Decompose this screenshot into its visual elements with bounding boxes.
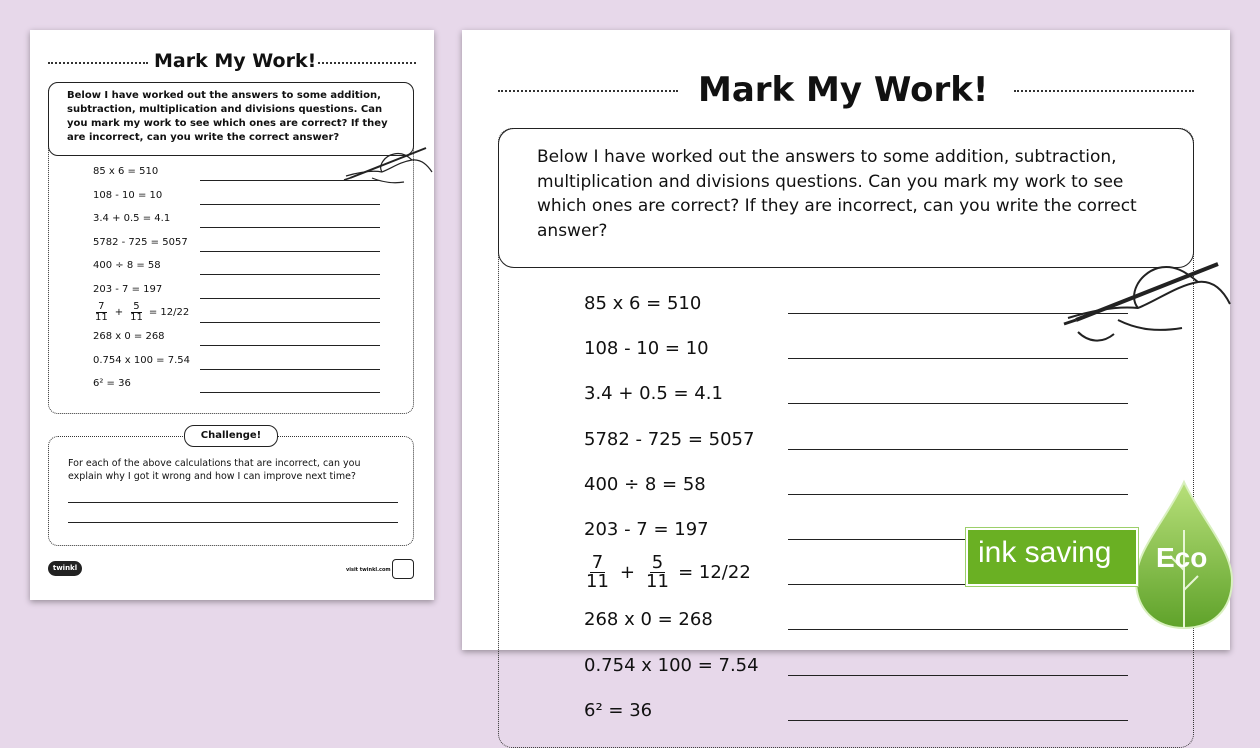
writing-hand-icon [1058, 248, 1230, 358]
question-4: 5782 - 725 = 5057 [93, 236, 188, 248]
ink-saving-banner [966, 528, 1138, 586]
fraction-b-denominator: 11 [130, 312, 143, 324]
answer-line-4[interactable] [788, 449, 1128, 450]
fraction-result: = 12/22 [678, 562, 751, 584]
question-3: 3.4 + 0.5 = 4.1 [584, 383, 723, 405]
challenge-answer-line [68, 502, 398, 503]
question-6: 203 - 7 = 197 [93, 284, 163, 295]
answer-line-8[interactable] [200, 345, 380, 346]
ink-saving-eco-badge [966, 470, 1260, 630]
title-divider-right [318, 62, 416, 64]
fraction-a-denominator: 11 [95, 312, 108, 324]
challenge-label: Challenge! [184, 425, 278, 447]
question-3: 3.4 + 0.5 = 4.1 [93, 213, 171, 225]
challenge-text: For each of the above calculations that are incorrect, can you explain why I got it wrong and how I can improve next time? [68, 458, 361, 483]
question-9: 0.754 x 100 = 7.54 [584, 654, 759, 676]
question-7 [584, 554, 751, 591]
question-5: 400 ÷ 8 = 58 [93, 260, 161, 272]
operator: + [619, 562, 635, 584]
fraction-a-numerator: 7 [98, 301, 105, 313]
answer-line-10[interactable] [788, 720, 1128, 721]
intro-text: Below I have worked out the answers to some addition, subtraction, multiplication and divisions questions. Can you mark my work to see which ones are correct? If they are incorrect, can you write the correct answer? [537, 147, 1137, 241]
question-10: 6² = 36 [584, 699, 653, 721]
question-10: 6² = 36 [93, 378, 131, 390]
operator: + [114, 307, 124, 319]
question-6: 203 - 7 = 197 [584, 519, 709, 540]
challenge-panel [48, 436, 414, 546]
challenge-answer-line [68, 522, 398, 523]
question-5: 400 ÷ 8 = 58 [584, 473, 706, 495]
answer-line-3[interactable] [788, 403, 1128, 404]
answer-line-1[interactable] [200, 180, 380, 181]
intro-text: Below I have worked out the answers to some addition, subtraction, multiplication and divisions questions. Can you mark my work to see which ones are correct? If they are incorrect, can you write the correct answer? [67, 90, 388, 143]
fraction-a-numerator: 7 [591, 552, 604, 574]
answer-line-5[interactable] [200, 274, 380, 275]
page-title: Mark My Work! [154, 50, 317, 72]
worksheet-thumbnail [30, 30, 434, 600]
question-2: 108 - 10 = 10 [584, 338, 709, 360]
answer-line-2[interactable] [200, 204, 380, 205]
fraction-b [644, 554, 671, 591]
fraction-a-denominator: 11 [586, 571, 609, 593]
fraction-a [93, 302, 110, 323]
answer-line-2[interactable] [788, 358, 1128, 359]
fraction-b [128, 302, 145, 323]
question-4: 5782 - 725 = 5057 [584, 428, 755, 450]
fraction-b-denominator: 11 [646, 571, 669, 593]
question-8: 268 x 0 = 268 [584, 609, 713, 631]
fraction-b-numerator: 5 [133, 301, 140, 313]
fraction-a [584, 554, 611, 591]
twinkl-logo: twinkl [48, 561, 82, 576]
footer-visit-text: visit twinkl.com [346, 567, 391, 573]
question-2: 108 - 10 = 10 [93, 189, 163, 201]
writing-hand-icon [342, 142, 434, 198]
title-divider-right [1014, 90, 1194, 92]
answer-line-7[interactable] [200, 322, 380, 323]
answer-line-9[interactable] [788, 675, 1128, 676]
intro-box [498, 128, 1194, 268]
answer-line-4[interactable] [200, 251, 380, 252]
answer-line-3[interactable] [200, 227, 380, 228]
answer-line-9[interactable] [200, 369, 380, 370]
question-1: 85 x 6 = 510 [93, 166, 159, 177]
title-divider-left [48, 62, 148, 64]
eco-label: Eco [1156, 542, 1208, 573]
answer-line-1[interactable] [788, 313, 1128, 314]
stamp-logo [392, 559, 414, 579]
answer-line-10[interactable] [200, 392, 380, 393]
fraction-b-numerator: 5 [651, 552, 664, 574]
title-divider-left [498, 90, 678, 92]
question-1: 85 x 6 = 510 [584, 293, 702, 314]
question-8: 268 x 0 = 268 [93, 331, 165, 343]
fraction-result: = 12/22 [148, 307, 190, 319]
question-9: 0.754 x 100 = 7.54 [93, 354, 190, 366]
question-7 [93, 302, 189, 323]
answer-line-6[interactable] [200, 298, 380, 299]
page-title: Mark My Work! [698, 70, 989, 110]
ink-saving-text: ink saving [978, 536, 1112, 569]
